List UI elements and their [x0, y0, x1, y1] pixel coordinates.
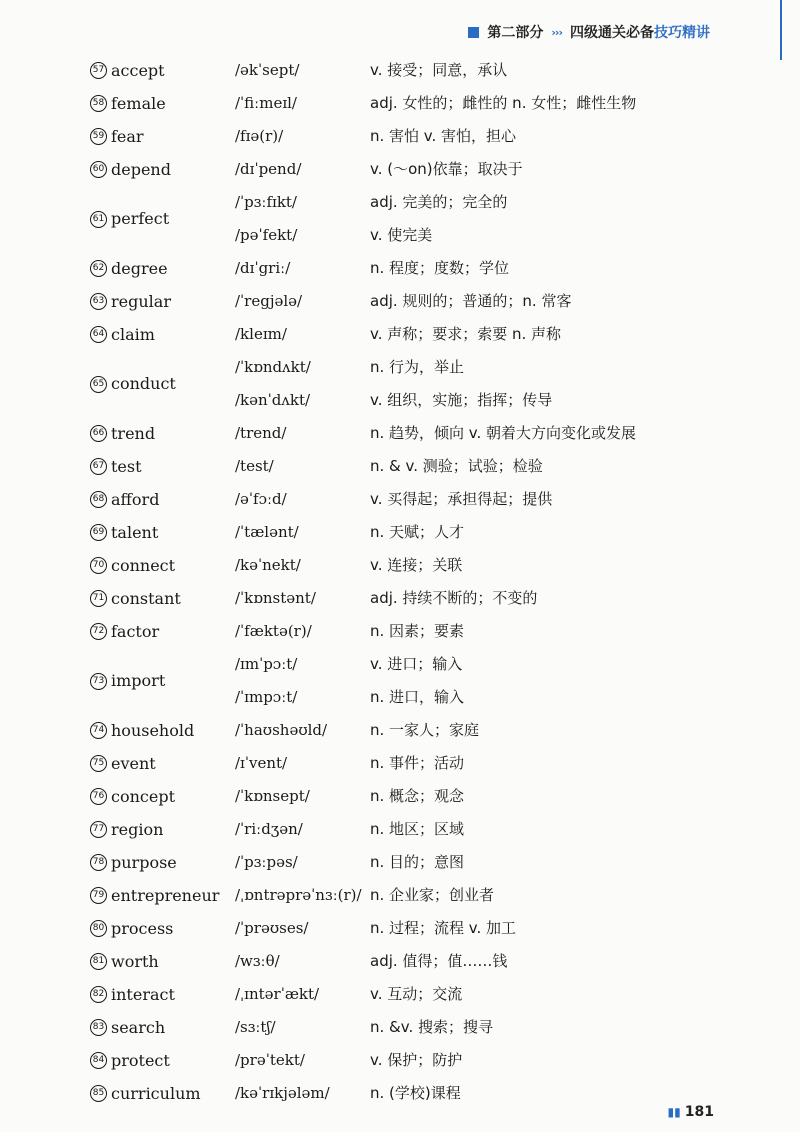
entry-phonetic: /ˈregjələ/ [235, 292, 303, 310]
entry-word: curriculum [111, 1084, 201, 1103]
entry-phonetic: /ˈtælənt/ [235, 523, 299, 541]
entry-phonetic: /ɪˈvent/ [235, 754, 288, 772]
entry-word-cell [90, 417, 230, 450]
vocab-entry [90, 153, 730, 186]
header-part: 第二部分 [487, 25, 544, 41]
page-bars-icon: ▮▮ [667, 1105, 681, 1119]
entry-number: 66 [90, 425, 107, 442]
entry-meaning: n. 进口，输入 [370, 688, 465, 706]
entry-phonetic: /ˈprəʊses/ [235, 919, 309, 937]
vocab-entry [90, 813, 730, 846]
entry-word: search [111, 1018, 166, 1037]
entry-word: factor [111, 622, 160, 641]
entry-phonetic: /ˈkɒnstənt/ [235, 589, 316, 607]
entry-meaning: v. 保护；防护 [370, 1051, 463, 1069]
entry-number: 59 [90, 128, 107, 145]
entry-phonetic: /ˈɪmpɔːt/ [235, 688, 298, 706]
entry-meaning: adj. 值得；值……钱 [370, 952, 508, 970]
entry-number: 79 [90, 887, 107, 904]
vocab-entry [90, 1011, 730, 1044]
entry-meaning: v. 互动；交流 [370, 985, 463, 1003]
entry-phonetic: /ˈhaʊshəʊld/ [235, 721, 328, 739]
entry-phonetic: /ˈpɜːpəs/ [235, 853, 298, 871]
entry-phonetic: /kəˈrɪkjələm/ [235, 1084, 330, 1102]
entry-meaning: v. 组织，实施；指挥；传导 [370, 391, 553, 409]
entry-word-cell [90, 549, 230, 582]
entry-word-cell [90, 450, 230, 483]
entry-word: worth [111, 952, 159, 971]
entry-word: import [111, 671, 166, 690]
vocab-entry [90, 1077, 730, 1110]
entry-number: 81 [90, 953, 107, 970]
entry-word: event [111, 754, 156, 773]
entry-word-cell [90, 582, 230, 615]
entry-phonetic: /dɪˈgriː/ [235, 259, 291, 277]
entry-word-cell [90, 120, 230, 153]
vocab-entry [90, 978, 730, 1011]
header-title: 四级通关必备 [570, 25, 654, 41]
entry-number: 68 [90, 491, 107, 508]
vocab-entry [90, 714, 730, 747]
entry-word: process [111, 919, 174, 938]
entry-word: test [111, 457, 142, 476]
entry-number: 61 [90, 211, 107, 228]
entry-word-cell [90, 351, 230, 417]
entry-word-cell [90, 912, 230, 945]
entry-phonetic: /ˈriːdʒən/ [235, 820, 303, 838]
entry-number: 73 [90, 673, 107, 690]
entry-word: connect [111, 556, 176, 575]
vocab-entry [90, 879, 730, 912]
page-number-text: 181 [684, 1104, 714, 1120]
vocab-entry [90, 285, 730, 318]
entry-word-cell [90, 1077, 230, 1110]
entry-word: female [111, 94, 166, 113]
entry-number: 82 [90, 986, 107, 1003]
entry-number: 60 [90, 161, 107, 178]
entry-word-cell [90, 186, 230, 252]
entry-number: 70 [90, 557, 107, 574]
entry-phonetic: /test/ [235, 457, 274, 475]
entry-word-cell [90, 1044, 230, 1077]
entry-phonetic: /wɜːθ/ [235, 952, 280, 970]
entry-word: talent [111, 523, 159, 542]
entry-meaning: n. 程度；度数；学位 [370, 259, 510, 277]
entry-meaning: n. 趋势，倾向 v. 朝着大方向变化或发展 [370, 424, 637, 442]
entry-number: 57 [90, 62, 107, 79]
entry-meaning: n. 天赋；人才 [370, 523, 465, 541]
entry-number: 85 [90, 1085, 107, 1102]
entry-phonetic: /trend/ [235, 424, 287, 442]
vocab-entry [90, 54, 730, 87]
vocab-entry [90, 483, 730, 516]
vocab-entry [90, 1044, 730, 1077]
entry-word: constant [111, 589, 181, 608]
vocab-entry [90, 945, 730, 978]
entry-word-cell [90, 252, 230, 285]
vocab-entry [90, 912, 730, 945]
entry-phonetic: /ˌɪntərˈækt/ [235, 985, 320, 1003]
entry-meaning: adj. 女性的；雌性的 n. 女性；雌性生物 [370, 94, 637, 112]
entry-word-cell [90, 285, 230, 318]
entry-meaning: v. (～on)依靠；取决于 [370, 160, 523, 178]
vocab-entry [90, 186, 730, 252]
entry-phonetic: /kənˈdʌkt/ [235, 391, 311, 409]
entry-phonetic: /ˈfiːmeɪl/ [235, 94, 297, 112]
page-number [668, 1104, 714, 1120]
entry-phonetic: /ˈfæktə(r)/ [235, 622, 312, 640]
entry-meaning: adj. 规则的；普通的；n. 常客 [370, 292, 572, 310]
entry-number: 71 [90, 590, 107, 607]
entry-phonetic: /sɜːtʃ/ [235, 1018, 276, 1036]
entry-word: fear [111, 127, 144, 146]
entry-phonetic: /ˌɒntrəprəˈnɜː(r)/ [235, 886, 362, 904]
entry-meaning: n. 事件；活动 [370, 754, 465, 772]
vocab-entry [90, 450, 730, 483]
entry-number: 72 [90, 623, 107, 640]
corner-accent-line [780, 0, 800, 60]
entry-number: 65 [90, 376, 107, 393]
entry-phonetic: /ɪmˈpɔːt/ [235, 655, 298, 673]
vocab-entry [90, 648, 730, 714]
entry-number: 75 [90, 755, 107, 772]
entry-word-cell [90, 978, 230, 1011]
entry-phonetic: /ˈkɒnsept/ [235, 787, 310, 805]
entry-meaning: adj. 完美的；完全的 [370, 193, 508, 211]
entry-number: 84 [90, 1052, 107, 1069]
entry-word-cell [90, 945, 230, 978]
vocab-entry [90, 846, 730, 879]
entry-word-cell [90, 846, 230, 879]
entry-meaning: adj. 持续不断的；不变的 [370, 589, 538, 607]
entry-number: 77 [90, 821, 107, 838]
entry-number: 74 [90, 722, 107, 739]
entry-meaning: n. 过程；流程 v. 加工 [370, 919, 517, 937]
entry-phonetic: /prəˈtekt/ [235, 1051, 305, 1069]
entry-word: depend [111, 160, 171, 179]
entry-meaning: n. 目的；意图 [370, 853, 465, 871]
entry-word: interact [111, 985, 175, 1004]
entry-word: conduct [111, 374, 176, 393]
entry-word: degree [111, 259, 168, 278]
entry-number: 63 [90, 293, 107, 310]
vocab-entry [90, 549, 730, 582]
entry-word: accept [111, 61, 165, 80]
entry-meaning: v. 连接；关联 [370, 556, 463, 574]
entry-meaning: n. 一家人；家庭 [370, 721, 480, 739]
entry-word: purpose [111, 853, 177, 872]
entry-word-cell [90, 483, 230, 516]
entry-phonetic: /fɪə(r)/ [235, 127, 284, 145]
entry-word: entrepreneur [111, 886, 220, 905]
entry-word: perfect [111, 209, 170, 228]
entry-word: claim [111, 325, 155, 344]
entry-number: 69 [90, 524, 107, 541]
vocab-entry [90, 747, 730, 780]
vocab-entry [90, 252, 730, 285]
vocab-entry [90, 417, 730, 450]
entry-meaning: n. 概念；观念 [370, 787, 465, 805]
vocab-entry [90, 516, 730, 549]
vocab-entry [90, 87, 730, 120]
entry-word: trend [111, 424, 156, 443]
entry-phonetic: /ˈpɜːfɪkt/ [235, 193, 297, 211]
entry-number: 64 [90, 326, 107, 343]
entry-meaning: v. 声称；要求；索要 n. 声称 [370, 325, 562, 343]
entry-phonetic: /kəˈnekt/ [235, 556, 301, 574]
entry-meaning: n. 地区；区域 [370, 820, 465, 838]
entry-word: afford [111, 490, 160, 509]
vocab-entry [90, 120, 730, 153]
entry-word-cell [90, 153, 230, 186]
entry-phonetic: /əkˈsept/ [235, 61, 300, 79]
entry-number: 67 [90, 458, 107, 475]
entry-word-cell [90, 648, 230, 714]
entry-word-cell [90, 54, 230, 87]
entry-phonetic: /kleɪm/ [235, 325, 287, 343]
entry-number: 76 [90, 788, 107, 805]
entry-meaning: n. 害怕 v. 害怕，担心 [370, 127, 517, 145]
entry-number: 58 [90, 95, 107, 112]
vocab-entry [90, 351, 730, 417]
entry-phonetic: /dɪˈpend/ [235, 160, 302, 178]
entry-word-cell [90, 615, 230, 648]
entry-phonetic: /əˈfɔːd/ [235, 490, 287, 508]
entry-word: household [111, 721, 195, 740]
vocab-entry [90, 318, 730, 351]
entry-word-cell [90, 879, 230, 912]
vocab-entry [90, 780, 730, 813]
entry-meaning: n. &v. 搜索；搜寻 [370, 1018, 493, 1036]
entry-word-cell [90, 813, 230, 846]
entry-word-cell [90, 714, 230, 747]
entry-phonetic: /ˈkɒndʌkt/ [235, 358, 311, 376]
header-title-highlight: 技巧精讲 [654, 25, 710, 41]
entry-word: regular [111, 292, 171, 311]
entry-number: 80 [90, 920, 107, 937]
entry-meaning: v. 使完美 [370, 226, 433, 244]
vocab-entry [90, 582, 730, 615]
entry-meaning: n. 企业家；创业者 [370, 886, 495, 904]
entry-word-cell [90, 780, 230, 813]
entry-number: 83 [90, 1019, 107, 1036]
entry-word-cell [90, 1011, 230, 1044]
entry-meaning: v. 进口；输入 [370, 655, 463, 673]
chevrons-icon: ››› [551, 25, 562, 39]
entry-word-cell [90, 318, 230, 351]
entry-word: region [111, 820, 164, 839]
entry-meaning: n. 行为，举止 [370, 358, 465, 376]
entry-meaning: n. 因素；要素 [370, 622, 465, 640]
entry-word: concept [111, 787, 175, 806]
square-marker-icon [468, 27, 479, 38]
entry-number: 78 [90, 854, 107, 871]
vocabulary-list [90, 54, 730, 1110]
entry-word-cell [90, 747, 230, 780]
entry-word: protect [111, 1051, 170, 1070]
page-header [468, 20, 710, 44]
entry-meaning: n. (学校)课程 [370, 1084, 461, 1102]
entry-meaning: n. & v. 测验；试验；检验 [370, 457, 543, 475]
entry-word-cell [90, 516, 230, 549]
entry-number: 62 [90, 260, 107, 277]
vocab-entry [90, 615, 730, 648]
entry-meaning: v. 买得起；承担得起；提供 [370, 490, 553, 508]
entry-meaning: v. 接受；同意，承认 [370, 61, 508, 79]
entry-phonetic: /pəˈfekt/ [235, 226, 298, 244]
entry-word-cell [90, 87, 230, 120]
